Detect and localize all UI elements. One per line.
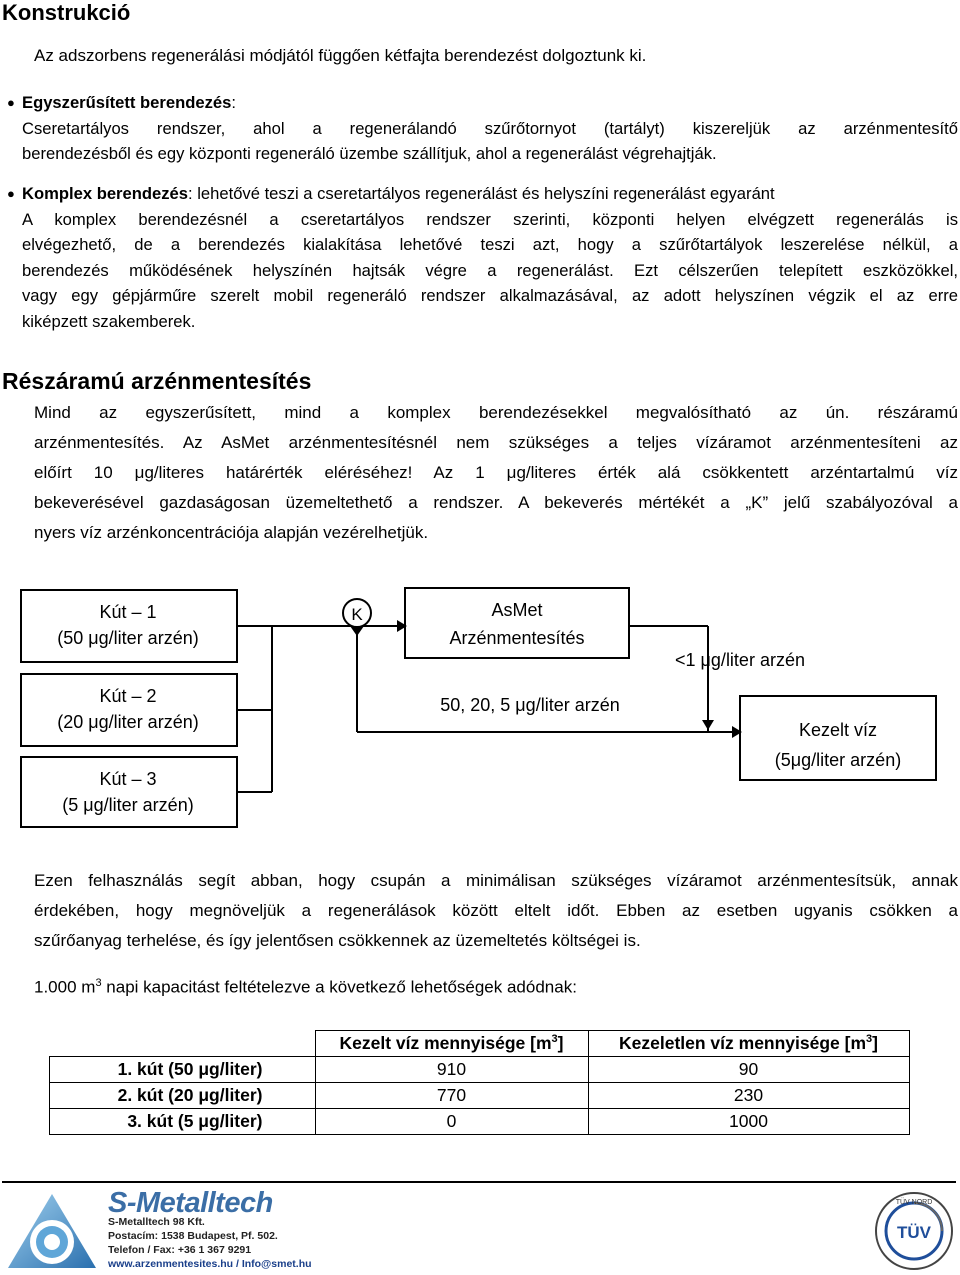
table-row xyxy=(50,1057,910,1083)
bypass-label: 50, 20, 5 μg/liter arzén xyxy=(440,695,620,715)
cell-treated: 0 xyxy=(315,1109,588,1135)
well-2-box xyxy=(21,674,237,746)
treated-conc: (5μg/liter arzén) xyxy=(774,750,902,770)
bullet-line: berendezésből és egy központi regeneráló üzembe szállítjuk, ahol a regenerálást végrehajtják. xyxy=(22,144,717,163)
table-row xyxy=(50,1109,910,1135)
capacity-table xyxy=(49,1030,910,1135)
company-logo-icon xyxy=(4,1190,100,1272)
valve-label: K xyxy=(351,605,363,624)
well-1-title: Kút – 1 xyxy=(99,602,157,622)
intro-text: Az adszorbens regenerálási módjától függően kétfajta berendezést dolgoztunk ki. xyxy=(34,46,647,65)
well-1-box xyxy=(21,590,237,662)
company-address-block: S-Metalltech 98 Kft. Postacím: 1538 Budapest, Pf. 502. Telefon / Fax: +36 1 367 9291 www.arzenmentesites.hu / Info@smet.hu xyxy=(108,1216,312,1270)
contact-link[interactable]: www.arzenmentesites.hu / Info@smet.hu xyxy=(108,1258,312,1270)
arrow-down-icon xyxy=(350,626,364,636)
cell-untreated: 90 xyxy=(588,1057,909,1083)
well-3-conc: (5 μg/liter arzén) xyxy=(62,795,194,815)
paragraph-benefit: Ezen felhasználás segít abban, hogy csupán a minimálisan szükséges vízáramot arzénmentesítsük, annak érdekében, hogy megnöveljük a regenerálások között eltelt időt. Ebben az esetben ugyanis csökken a szűrőanyag terhelése, és így jelentősen csökkennek az üzemeltetés költségei is. xyxy=(34,871,958,950)
well-3-box xyxy=(21,757,237,827)
bullet-line: A komplex berendezésnél a cseretartályos rendszer szerinti, központi helyen elvégzett regenerálás is xyxy=(22,209,958,229)
treated-title: Kezelt víz xyxy=(798,720,878,740)
bullet-dot: ● xyxy=(7,95,15,110)
arrow-down-icon xyxy=(702,720,714,730)
well-2-title: Kút – 2 xyxy=(99,686,157,706)
row-label: 1. kút (50 μg/liter) xyxy=(50,1057,316,1083)
heading-konstrukcio: Konstrukció xyxy=(2,0,131,25)
column-header-treated: Kezelt víz mennyisége $[m^3]$ xyxy=(315,1031,588,1057)
tuv-certification-seal-icon xyxy=(872,1190,956,1272)
bullet-title: Komplex berendezés xyxy=(22,184,188,203)
table-header-row xyxy=(50,1031,910,1057)
row-label: 2. kút (20 μg/liter) xyxy=(50,1083,316,1109)
asmet-title: AsMet xyxy=(491,600,543,620)
bullet-title: Egyszerűsített berendezés xyxy=(22,93,232,112)
bullet-line: Cseretartályos rendszer, ahol a regenerálandó szűrőtornyot (tartályt) kiszereljük az arzénmentesítő xyxy=(22,118,958,138)
svg-text:TÜV: TÜV xyxy=(897,1223,931,1242)
svg-text:TÜV NORD: TÜV NORD xyxy=(895,1199,933,1206)
cell-untreated: 1000 xyxy=(588,1109,909,1135)
footer-divider xyxy=(2,1181,956,1183)
bullet-line: kiképzett szakemberek. xyxy=(22,311,196,331)
asmet-subtitle: Arzénmentesítés xyxy=(449,628,585,648)
well-3-title: Kút – 3 xyxy=(99,769,157,789)
cell-treated: 910 xyxy=(315,1057,588,1083)
column-header-untreated: Kezeletlen víz mennyisége $[m^3]$ xyxy=(588,1031,909,1057)
company-wordmark: S-Metalltech xyxy=(108,1187,273,1219)
output-label: <1 μg/liter arzén xyxy=(675,650,805,670)
cell-untreated: 230 xyxy=(588,1083,909,1109)
bullet-simple-device: ● Egyszerűsített berendezés: Cseretartályos rendszer, ahol a regenerálandó szűrőtornyot (tartályt) kiszereljük az arzénmentesítő berendezésből és egy központi regeneráló üzembe szállítjuk, ahol a regenerálást végrehajtják. xyxy=(22,90,958,167)
bullet-line: elvégezhető, de a berendezés kialakítása lehetővé teszi azt, hogy a szűrőtartályok leszerelése nélkül, a xyxy=(22,235,958,254)
bullet-dot: ● xyxy=(7,186,15,201)
capacity-sentence: 1.000 $m^3$ napi kapacitást feltételezve a következő lehetőségek adódnak: xyxy=(34,977,577,997)
bullet-line: berendezés működésének helyszínén hajtsák végre a regenerálást. Ezt célszerűen telepített eszközökkel, xyxy=(22,260,958,280)
row-label: 3. kút (5 μg/liter) xyxy=(50,1109,316,1135)
well-2-conc: (20 μg/liter arzén) xyxy=(57,712,199,732)
flow-diagram xyxy=(0,580,960,840)
paragraph-partial-flow: Mind az egyszerűsített, mind a komplex berendezésekkel megvalósítható az ún. részáramú arzénmentesítés. Az AsMet arzénmentesítésnél nem szükséges a teljes vízáramot arzénmentesíteni az előírt 10 μg/literes határérték eléréséhez! Az 1 μg/literes érték alá csökkentett arzéntartalmú víz bekeverésével gazdaságosan üzemeltethető a rendszer. A bekeverés mértékét a „K” jelű szabályozóval a nyers víz arzénkoncentrációja alapján vezérelhetjük. xyxy=(34,403,958,542)
bullet-line: vagy egy gépjárműre szerelt mobil regeneráló rendszer alkalmazásával, az adott helyszínen végzik el az erre xyxy=(22,286,958,305)
well-1-conc: (50 μg/liter arzén) xyxy=(57,628,199,648)
bullet-complex-device: ● Komplex berendezés: lehetővé teszi a cseretartályos regenerálást és helyszíni regenerálást egyaránt A komplex berendezésnél a cseretartályos rendszer szerinti, központi helyen elvégzett regenerálás is elvégezhető, de a berendezés kialakítása lehetővé teszi azt, hogy a szűrőtartályok leszerelése nélkül, a berendezés működésének helyszínén hajtsák végre a regenerálást. Ezt célszerűen telepített eszközökkel, vagy egy gépjárműre szerelt mobil regeneráló rendszer alkalmazásával, az adott helyszínen végzik el az erre kiképzett szakemberek. xyxy=(22,181,958,334)
cell-treated: 770 xyxy=(315,1083,588,1109)
heading-reszaramu: Részáramú arzénmentesítés xyxy=(2,368,312,394)
table-row xyxy=(50,1083,910,1109)
